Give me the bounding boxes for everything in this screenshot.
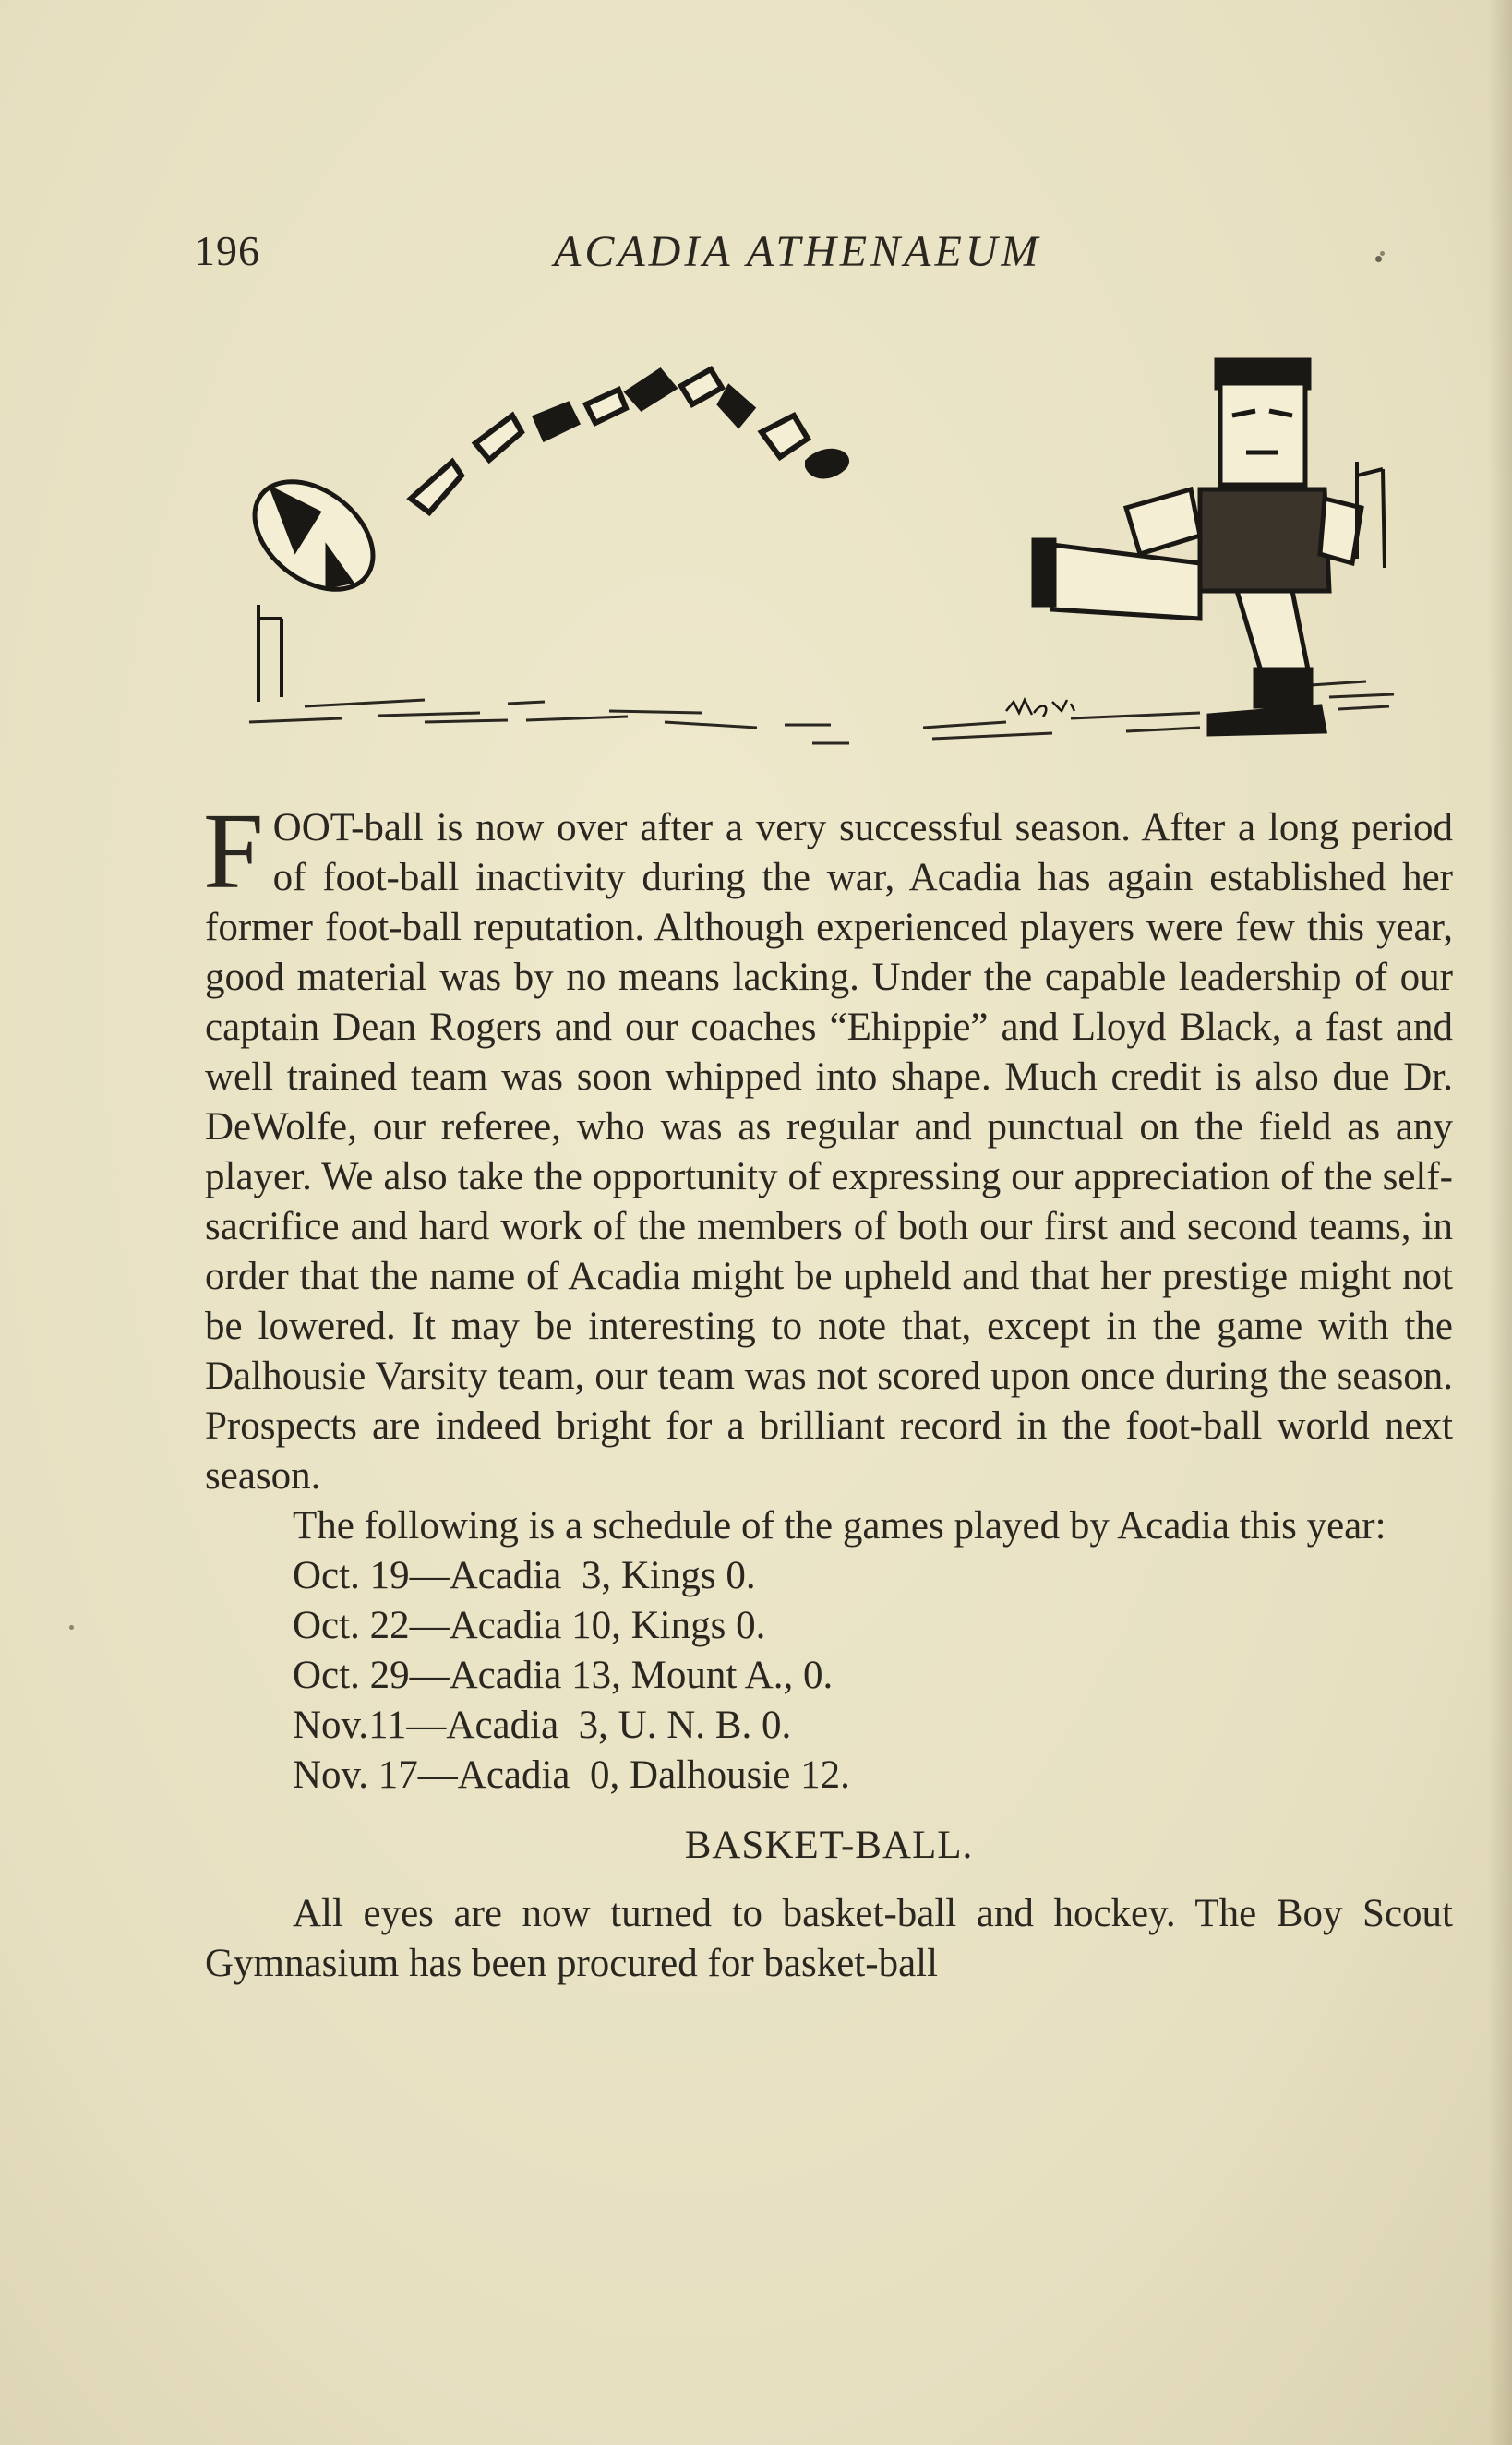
basketball-paragraph: All eyes are now turned to basket-ball and hockey. The Boy Scout Gymnasium has been procured for basket-ball	[205, 1892, 1453, 1985]
paragraph-text: OOT-ball is now over after a very successful season. After a long period of foot-ball inactivity during the war, Acadia has again established her former foot-ball reputation. Although experienced players were few this year, good material was by no means lacking. Under the capable leadership of our captain Dean Rogers and our coaches “Ehippie” and Lloyd Black, a fast and well trained team was soon whipped into shape. Much credit is also due Dr. DeWolfe, our referee, who was as regular and punctual on the field as any player. We also take the opportunity of expressing our appreciation of the self-sacrifice and hard work of the members of both our first and second teams, in order that the name of Acadia might be upheld and that her prestige might not be lowered. It may be interesting to note that, except in the game with the Dalhousie Varsity team, our team was not scored upon once during the season. Prospects are indeed bright for a brilliant record in the foot-ball world next season.	[205, 806, 1453, 1498]
page-number: 196	[194, 227, 260, 274]
football-player-drawing	[1034, 360, 1362, 734]
header-mark	[1375, 256, 1382, 262]
schedule-item: Oct. 19—Acadia 3, Kings 0.	[293, 1554, 756, 1597]
paper-speck	[1380, 251, 1385, 256]
athletics-illustration	[240, 351, 1422, 766]
schedule-item: Oct. 29—Acadia 13, Mount A., 0.	[293, 1654, 834, 1697]
schedule-item: Oct. 22—Acadia 10, Kings 0.	[293, 1604, 766, 1647]
schedule-intro-paragraph: The following is a schedule of the games played by Acadia this year:	[293, 1504, 1386, 1548]
athletics-title-art	[411, 369, 846, 512]
schedule-item: Nov.11—Acadia 3, U. N. B. 0.	[293, 1704, 792, 1747]
running-title: ACADIA ATHENAEUM	[554, 227, 1042, 276]
left-goal-post	[258, 605, 282, 702]
football-drawing	[240, 460, 393, 611]
section-heading-basketball: BASKET-BALL.	[684, 1824, 974, 1867]
opening-paragraph	[203, 790, 1453, 1501]
artist-signature-art	[1006, 700, 1074, 717]
article-body	[203, 790, 1453, 1989]
page-edge-shadow	[1488, 0, 1512, 2445]
schedule-item: Nov. 17—Acadia 0, Dalhousie 12.	[293, 1753, 850, 1797]
game-schedule-list	[205, 1551, 1453, 1801]
paper-speck	[69, 1625, 74, 1630]
page-header	[194, 226, 1449, 291]
drop-cap-letter: F	[203, 790, 264, 911]
